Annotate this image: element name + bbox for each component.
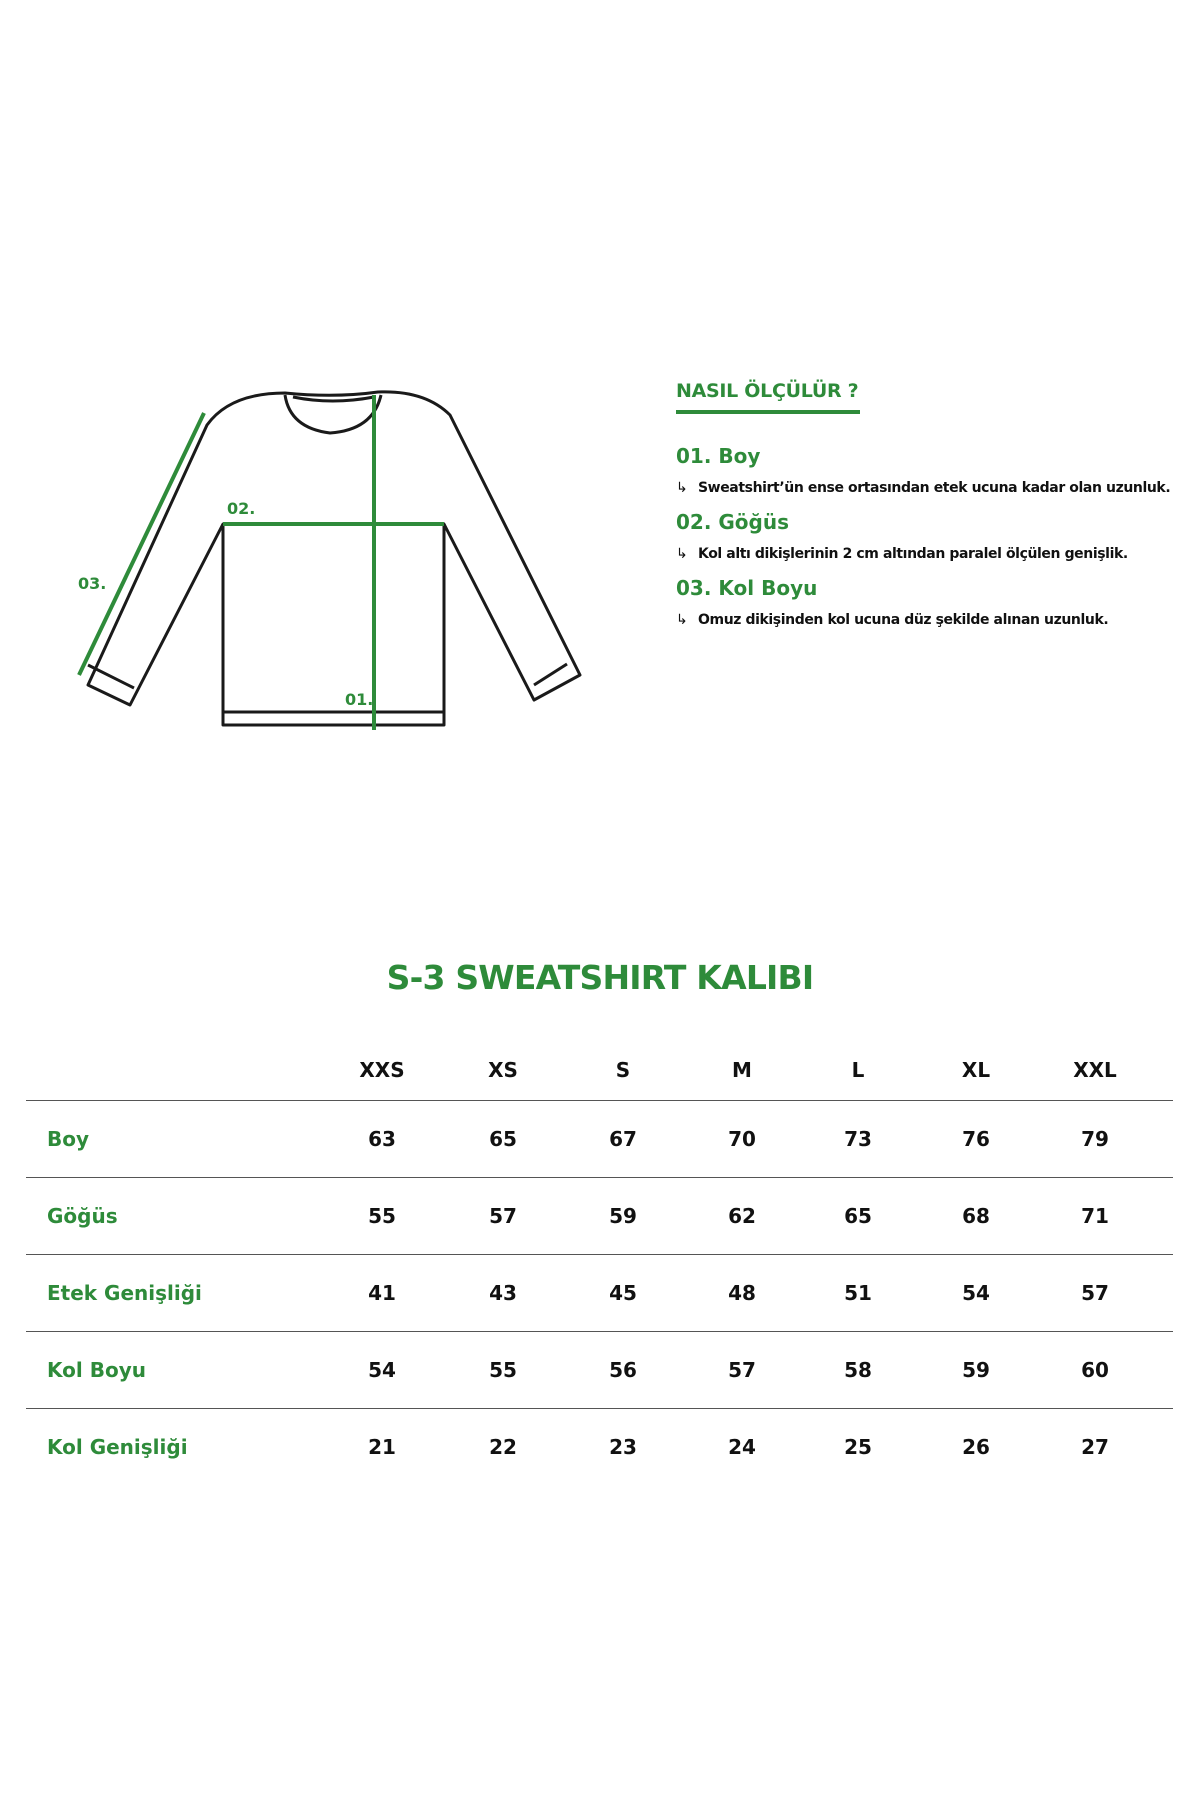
row-label: Kol Boyu	[47, 1358, 146, 1382]
table-cell: 67	[609, 1127, 637, 1151]
size-header-cell: XL	[961, 1058, 991, 1082]
sweatshirt-outline	[88, 392, 580, 725]
measure-item-title: 01. Boy	[676, 444, 761, 468]
table-cell: 41	[368, 1281, 396, 1305]
size-header-cell: L	[851, 1058, 865, 1082]
table-cell: 45	[609, 1281, 637, 1305]
table-cell: 73	[844, 1127, 872, 1151]
table-cell: 57	[1081, 1281, 1109, 1305]
row-label: Boy	[47, 1127, 90, 1151]
table-cell: 24	[728, 1435, 756, 1459]
size-header-cell: M	[732, 1058, 752, 1082]
measure-item-kol-boyu	[676, 576, 1176, 628]
table-cell: 57	[489, 1204, 517, 1228]
measure-item-desc: ↳ Omuz dikişinden kol ucuna düz şekilde alınan uzunluk.	[676, 612, 1109, 628]
table-row	[26, 1409, 1173, 1485]
table-cell: 76	[962, 1127, 990, 1151]
table-cell: 25	[844, 1435, 872, 1459]
row-label: Kol Genişliği	[47, 1435, 188, 1459]
table-row	[26, 1101, 1173, 1178]
table-cell: 43	[489, 1281, 517, 1305]
table-cell: 26	[962, 1435, 990, 1459]
table-cell: 57	[728, 1358, 756, 1382]
size-header-cell: XS	[488, 1058, 518, 1082]
table-cell: 21	[368, 1435, 396, 1459]
measure-item-boy	[676, 444, 1176, 496]
size-header-cell: XXS	[359, 1058, 405, 1082]
label-02: 02.	[227, 499, 256, 518]
table-row	[26, 1255, 1173, 1332]
table-cell: 79	[1081, 1127, 1109, 1151]
table-cell: 56	[609, 1358, 637, 1382]
table-row	[26, 1332, 1173, 1409]
size-table	[26, 1040, 1173, 1485]
table-cell: 70	[728, 1127, 756, 1151]
table-cell: 22	[489, 1435, 517, 1459]
row-label: Etek Genişliği	[47, 1281, 202, 1305]
measure-item-title: 02. Göğüs	[676, 510, 790, 534]
measure-item-title: 03. Kol Boyu	[676, 576, 818, 600]
table-cell: 55	[368, 1204, 396, 1228]
table-cell: 54	[962, 1281, 990, 1305]
table-cell: 23	[609, 1435, 637, 1459]
table-cell: 62	[728, 1204, 756, 1228]
measure-lines	[79, 395, 444, 730]
kol-boyu-measure-line	[79, 413, 204, 675]
table-cell: 65	[844, 1204, 872, 1228]
arrow-right-down-icon: ↳	[676, 612, 688, 628]
measure-item-desc: ↳ Kol altı dikişlerinin 2 cm altından paralel ölçülen genişlik.	[676, 546, 1128, 562]
table-cell: 27	[1081, 1435, 1109, 1459]
table-cell: 58	[844, 1358, 872, 1382]
size-header-cell: S	[615, 1058, 631, 1082]
table-cell: 65	[489, 1127, 517, 1151]
table-cell: 55	[489, 1358, 517, 1382]
size-header-cell: XXL	[1073, 1058, 1117, 1082]
measure-item-gogus	[676, 510, 1176, 562]
how-to-measure-panel	[676, 380, 1176, 628]
size-table-title: S-3 SWEATSHIRT KALIBI	[386, 958, 814, 997]
measure-item-desc: ↳ Sweatshirt’ün ense ortasından etek ucuna kadar olan uzunluk.	[676, 480, 1171, 496]
table-cell: 71	[1081, 1204, 1109, 1228]
table-cell: 59	[609, 1204, 637, 1228]
table-cell: 48	[728, 1281, 756, 1305]
label-03: 03.	[78, 574, 107, 593]
row-label: Göğüs	[47, 1204, 118, 1228]
size-header-row	[26, 1040, 1173, 1101]
table-cell: 60	[1081, 1358, 1109, 1382]
how-to-measure-title: NASIL ÖLÇÜLÜR ?	[676, 380, 860, 414]
table-cell: 68	[962, 1204, 990, 1228]
table-cell: 59	[962, 1358, 990, 1382]
label-01: 01.	[345, 690, 374, 709]
arrow-right-down-icon: ↳	[676, 546, 688, 562]
arrow-right-down-icon: ↳	[676, 480, 688, 496]
table-cell: 54	[368, 1358, 396, 1382]
table-cell: 51	[844, 1281, 872, 1305]
table-cell: 63	[368, 1127, 396, 1151]
table-row	[26, 1178, 1173, 1255]
